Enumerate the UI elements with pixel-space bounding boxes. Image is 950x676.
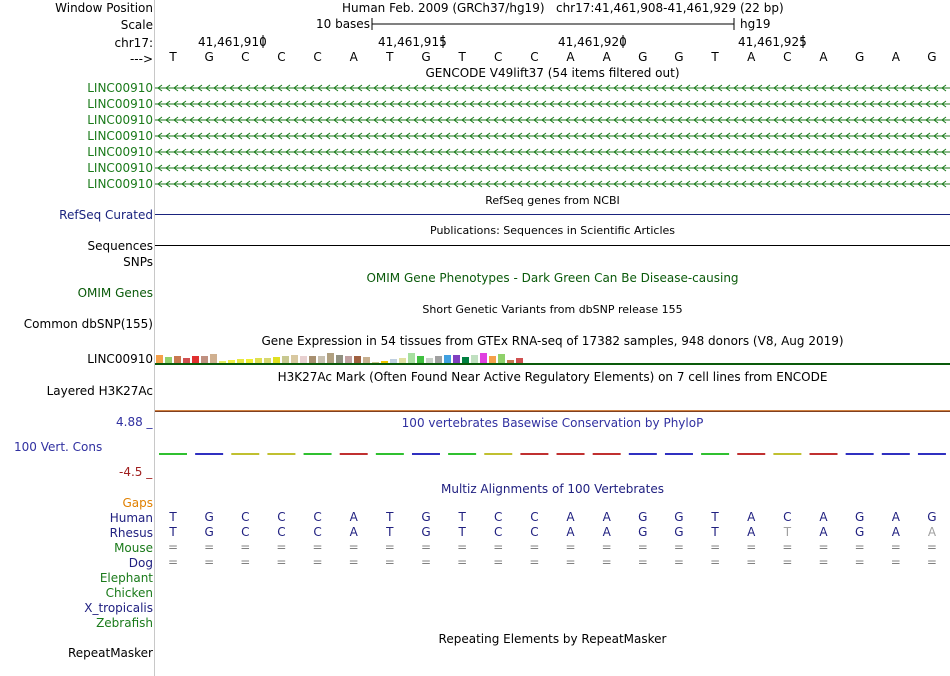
base-letter: C	[241, 525, 250, 539]
base-letter: A	[891, 525, 900, 539]
base-letter: G	[421, 525, 431, 539]
base-letter: =	[204, 555, 215, 569]
base-letter: T	[169, 525, 177, 539]
repeat-title: Repeating Elements by RepeatMasker	[438, 632, 667, 646]
base-letter: =	[167, 540, 179, 554]
base-letter: A	[747, 50, 756, 64]
base-letter: T	[386, 50, 394, 64]
species-label[interactable]: Chicken	[105, 586, 153, 600]
scale-label[interactable]: Scale	[120, 18, 153, 32]
species-label[interactable]: X_tropicalis	[84, 601, 153, 615]
base-letter: A	[566, 50, 575, 64]
base-letter: T	[783, 525, 792, 539]
base-letter: =	[673, 555, 684, 569]
species-label[interactable]: Elephant	[99, 571, 153, 585]
base-letter: A	[349, 50, 358, 64]
base-letter: A	[602, 525, 611, 539]
scale-bar	[370, 16, 736, 32]
base-letter: =	[276, 555, 287, 569]
publications-title: Publications: Sequences in Scientific Articles	[430, 224, 675, 237]
gencode-transcript-label[interactable]: LINC00910	[87, 97, 153, 111]
sequences-label[interactable]: Sequences	[87, 239, 153, 253]
base-letter: A	[927, 525, 937, 539]
gtex-tissue-bar[interactable]	[489, 356, 496, 363]
dbsnp-label[interactable]: Common dbSNP(155)	[23, 317, 153, 331]
base-letter: C	[494, 525, 503, 539]
base-letter: =	[457, 540, 468, 554]
phylop-score-mark	[737, 453, 765, 455]
assembly-text: Human Feb. 2009 (GRCh37/hg19) chr17:41,461,908-41,461,929 (22 bp)	[342, 1, 784, 15]
gtex-tissue-bar[interactable]	[444, 355, 451, 363]
base-letter: C	[277, 510, 286, 524]
gencode-transcript-line[interactable]	[155, 130, 950, 142]
tick-label: 41,461,910	[198, 35, 267, 49]
window-position-label[interactable]: Window Position	[55, 1, 153, 15]
phylop-score-mark	[340, 453, 368, 455]
base-letter: =	[348, 540, 359, 554]
base-letter: A	[819, 50, 828, 64]
phylop-score-mark	[846, 453, 874, 455]
base-letter: T	[386, 525, 394, 539]
base-letter: =	[854, 555, 865, 569]
gtex-tissue-bar[interactable]	[345, 356, 352, 363]
base-letter: G	[204, 50, 214, 64]
base-letter: =	[529, 540, 540, 554]
h3k27ac-title: H3K27Ac Mark (Often Found Near Active Regulatory Elements) on 7 cell lines from ENCODE	[277, 370, 828, 384]
base-letter: A	[891, 510, 900, 524]
base-letter: C	[494, 50, 503, 64]
gtex-title: Gene Expression in 54 tissues from GTEx RNA-seq of 17382 samples, 948 donors (V8, Aug 2019)	[261, 334, 844, 348]
base-letter: =	[637, 555, 648, 569]
gtex-tissue-bar[interactable]	[435, 356, 442, 363]
species-label[interactable]: Zebrafish	[96, 616, 153, 630]
phylop-score-mark	[159, 453, 187, 455]
phylop-min: -4.5 _	[119, 465, 153, 479]
base-letter: =	[818, 555, 829, 569]
base-letter: =	[420, 540, 431, 554]
gtex-tissue-bar[interactable]	[480, 353, 487, 363]
base-sequence	[155, 50, 950, 64]
base-letter: =	[746, 555, 757, 569]
base-letter: C	[241, 50, 250, 64]
phylop-wiggle[interactable]	[155, 445, 950, 465]
base-letter: T	[386, 510, 394, 524]
ruler-ticks	[155, 34, 950, 50]
base-letter: G	[638, 50, 648, 64]
omim-label[interactable]: OMIM Genes	[77, 286, 153, 300]
position-text: chr17:41,461,908-41,461,929 (22 bp)	[555, 1, 784, 15]
species-label[interactable]: Human	[109, 511, 153, 525]
gtex-tissue-bar[interactable]	[327, 353, 334, 363]
gencode-transcript-label[interactable]: LINC00910	[87, 161, 153, 175]
gencode-transcript-line[interactable]	[155, 114, 950, 126]
gtex-label[interactable]: LINC00910	[87, 352, 153, 366]
phylop-score-mark	[376, 453, 404, 455]
gtex-baseline	[155, 363, 950, 365]
base-letter: =	[529, 555, 540, 569]
base-letter: A	[566, 510, 575, 524]
base-letter: =	[890, 555, 901, 569]
base-letter: C	[530, 50, 539, 64]
tick-label: 41,461,920	[558, 35, 627, 49]
gencode-transcript-line[interactable]	[155, 178, 950, 190]
dog-alignment	[155, 555, 950, 569]
phylop-score-mark	[412, 453, 440, 455]
base-letter: A	[819, 525, 828, 539]
phylop-score-mark	[882, 453, 910, 455]
base-letter: =	[420, 555, 431, 569]
base-letter: =	[167, 555, 179, 569]
phylop-score-mark	[195, 453, 223, 455]
gtex-tissue-bar[interactable]	[309, 356, 316, 363]
phylop-score-mark	[629, 453, 657, 455]
rhesus-alignment	[155, 525, 950, 539]
gtex-tissue-bar[interactable]	[471, 355, 478, 363]
base-letter: =	[673, 540, 684, 554]
base-letter: =	[384, 540, 395, 554]
phylop-label[interactable]: 100 Vert. Cons	[14, 440, 103, 454]
gencode-transcript-line[interactable]	[155, 98, 950, 110]
base-letter: C	[277, 50, 286, 64]
base-letter: C	[530, 510, 539, 524]
phylop-score-mark	[231, 453, 259, 455]
gtex-tissue-bar[interactable]	[282, 356, 289, 363]
base-letter: =	[240, 555, 251, 569]
refseq-line	[155, 214, 950, 215]
gtex-tissue-bar[interactable]	[192, 356, 199, 363]
base-letter: A	[602, 510, 611, 524]
phylop-score-mark	[773, 453, 801, 455]
strand-label[interactable]: --->	[129, 52, 153, 66]
base-letter: =	[493, 540, 504, 554]
base-letter: C	[241, 510, 250, 524]
gtex-expression-bars[interactable]	[156, 349, 556, 363]
base-letter: =	[601, 555, 612, 569]
base-letter: C	[783, 50, 792, 64]
base-letter: G	[638, 525, 648, 539]
scale-text: 10 bases	[316, 17, 370, 31]
phylop-score-mark	[557, 453, 585, 455]
base-letter: A	[747, 525, 756, 539]
base-letter: =	[926, 555, 937, 569]
base-letter: G	[421, 510, 431, 524]
base-letter: G	[674, 525, 684, 539]
base-letter: T	[711, 510, 719, 524]
base-letter: =	[710, 540, 721, 554]
base-letter: C	[530, 525, 539, 539]
base-letter: =	[493, 555, 504, 569]
h3k27ac-line2	[155, 411, 950, 412]
h3k27ac-label[interactable]: Layered H3K27Ac	[46, 384, 153, 398]
phylop-score-mark	[520, 453, 548, 455]
base-letter: A	[819, 510, 828, 524]
tick-label: 41,461,915	[378, 35, 447, 49]
phylop-score-mark	[593, 453, 621, 455]
gencode-transcript-line[interactable]	[155, 146, 950, 158]
gtex-tissue-bar[interactable]	[318, 356, 325, 363]
base-letter: C	[313, 510, 322, 524]
base-letter: =	[565, 540, 576, 554]
sequences-line	[155, 245, 950, 246]
base-letter: =	[312, 540, 323, 554]
refseq-title: RefSeq genes from NCBI	[485, 194, 620, 207]
refseq-label[interactable]: RefSeq Curated	[59, 208, 153, 222]
base-letter: T	[169, 50, 177, 64]
base-letter: =	[890, 540, 901, 554]
base-letter: T	[711, 525, 719, 539]
base-letter: A	[747, 510, 756, 524]
phylop-score-mark	[810, 453, 838, 455]
gtex-tissue-bar[interactable]	[336, 355, 343, 363]
dbsnp-title: Short Genetic Variants from dbSNP release 155	[422, 303, 683, 316]
tick-label: 41,461,925	[738, 35, 807, 49]
base-letter: T	[458, 50, 466, 64]
phylop-score-mark	[304, 453, 332, 455]
gencode-transcript-label[interactable]: LINC00910	[87, 145, 153, 159]
gtex-tissue-bar[interactable]	[408, 353, 415, 363]
base-letter: A	[349, 510, 358, 524]
base-letter: A	[602, 50, 611, 64]
db-text: hg19	[740, 17, 771, 31]
base-letter: G	[927, 510, 937, 524]
base-letter: =	[348, 555, 359, 569]
base-letter: =	[276, 540, 287, 554]
species-label[interactable]: Rhesus	[109, 526, 153, 540]
gtex-tissue-bar[interactable]	[201, 356, 208, 363]
base-letter: C	[783, 510, 792, 524]
phylop-score-mark	[665, 453, 693, 455]
gtex-tissue-bar[interactable]	[210, 354, 217, 363]
base-letter: G	[204, 525, 214, 539]
base-letter: A	[891, 50, 900, 64]
base-letter: =	[710, 555, 721, 569]
repeat-label[interactable]: RepeatMasker	[67, 646, 153, 660]
base-letter: =	[782, 555, 793, 569]
base-letter: =	[384, 555, 395, 569]
base-letter: T	[458, 510, 466, 524]
base-letter: G	[855, 510, 865, 524]
base-letter: =	[312, 555, 323, 569]
species-label[interactable]: Mouse	[114, 541, 153, 555]
gaps-label[interactable]: Gaps	[122, 496, 153, 510]
mouse-alignment	[155, 540, 950, 554]
base-letter: G	[638, 510, 648, 524]
phylop-score-mark	[267, 453, 295, 455]
base-letter: G	[927, 50, 937, 64]
gencode-transcript-line[interactable]	[155, 82, 950, 94]
species-label[interactable]: Dog	[128, 556, 153, 570]
base-letter: =	[240, 540, 251, 554]
phylop-score-mark	[484, 453, 512, 455]
phylop-score-mark	[701, 453, 729, 455]
gtex-tissue-bar[interactable]	[291, 355, 298, 363]
base-letter: T	[711, 50, 719, 64]
base-letter: =	[818, 540, 829, 554]
gtex-tissue-bar[interactable]	[417, 356, 424, 363]
base-letter: =	[926, 540, 937, 554]
gtex-tissue-bar[interactable]	[453, 355, 460, 363]
base-letter: =	[204, 540, 215, 554]
base-letter: G	[204, 510, 214, 524]
gtex-tissue-bar[interactable]	[498, 354, 505, 363]
base-letter: A	[566, 525, 575, 539]
phylop-title: 100 vertebrates Basewise Conservation by PhyloP	[401, 416, 704, 430]
base-letter: G	[855, 525, 865, 539]
gencode-transcript-line[interactable]	[155, 162, 950, 174]
base-letter: =	[637, 540, 648, 554]
phylop-score-mark	[448, 453, 476, 455]
base-letter: =	[782, 540, 793, 554]
base-letter: G	[421, 50, 431, 64]
base-letter: C	[313, 525, 322, 539]
omim-title: OMIM Gene Phenotypes - Dark Green Can Be Disease-causing	[366, 271, 739, 285]
base-letter: =	[565, 555, 576, 569]
gtex-tissue-bar[interactable]	[156, 355, 163, 363]
gencode-transcript-label[interactable]: LINC00910	[87, 129, 153, 143]
phylop-score-mark	[918, 453, 946, 455]
gtex-tissue-bar[interactable]	[354, 356, 361, 363]
base-letter: C	[313, 50, 322, 64]
base-letter: T	[169, 510, 177, 524]
base-letter: A	[349, 525, 358, 539]
base-letter: G	[674, 50, 684, 64]
base-letter: G	[855, 50, 865, 64]
snps-label[interactable]: SNPs	[123, 255, 153, 269]
base-letter: =	[601, 540, 612, 554]
gencode-transcript-label[interactable]: LINC00910	[87, 177, 153, 191]
gtex-tissue-bar[interactable]	[300, 356, 307, 363]
base-letter: C	[494, 510, 503, 524]
human-alignment	[155, 510, 950, 524]
multiz-title: Multiz Alignments of 100 Vertebrates	[440, 482, 665, 496]
phylop-max: 4.88 _	[116, 415, 153, 429]
gencode-transcript-label[interactable]: LINC00910	[87, 81, 153, 95]
gtex-tissue-bar[interactable]	[174, 356, 181, 363]
base-letter: =	[457, 555, 468, 569]
base-letter: G	[674, 510, 684, 524]
chrom-label[interactable]: chr17:	[114, 36, 153, 50]
base-letter: T	[458, 525, 466, 539]
base-letter: =	[854, 540, 865, 554]
gencode-title: GENCODE V49lift37 (54 items filtered out)	[425, 66, 680, 80]
base-letter: =	[746, 540, 757, 554]
gencode-transcript-label[interactable]: LINC00910	[87, 113, 153, 127]
base-letter: C	[277, 525, 286, 539]
